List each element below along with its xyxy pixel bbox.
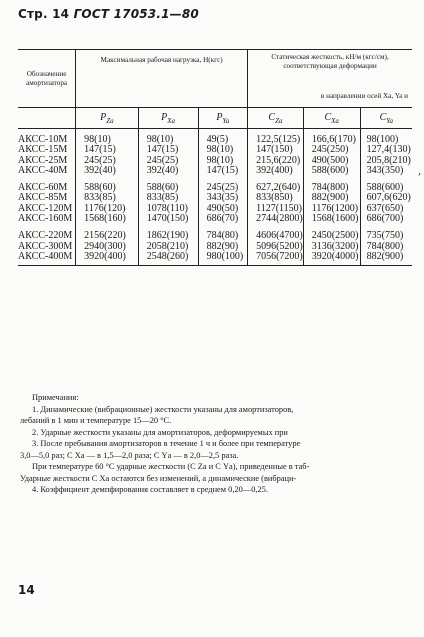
table-value: 392(40): [146, 164, 179, 176]
table-value: 343(350): [366, 164, 404, 176]
table-cell-cz: [248, 176, 304, 224]
symbol-py: $P_{Ya}$: [198, 108, 248, 129]
table-cell-py: [198, 224, 248, 265]
table-value: 833(85): [84, 192, 116, 204]
table-cell-py: [198, 176, 248, 224]
table-value: 127,4(130): [366, 144, 411, 156]
shock-absorber-name: АКСС-60М: [18, 182, 68, 194]
note-2: 2. Ударные жесткости указаны для амортизаторов, деформируемых при: [32, 427, 288, 437]
table-value: 98(10): [84, 134, 111, 145]
table-value: 882(900): [311, 192, 349, 204]
table-value: 245(25): [84, 154, 116, 166]
table-group-row: [18, 129, 412, 177]
table-value: 637(650): [366, 202, 404, 214]
table-value: 147(15): [206, 164, 239, 176]
table-value: 2450(2500): [311, 230, 359, 242]
header-standard: ГОСТ 17053.1—80: [73, 7, 199, 21]
table-group-row: [18, 224, 412, 265]
table-value: 588(600): [366, 182, 404, 194]
table-value: 147(150): [256, 144, 293, 156]
shock-absorber-name: АКСС-220М: [18, 230, 73, 242]
table-value: 882(900): [366, 250, 404, 262]
table-value: 98(10): [206, 154, 234, 166]
shock-absorber-name: АКСС-40М: [18, 164, 68, 176]
table-cell-cy: [360, 129, 412, 177]
table-value: 7056(7200): [256, 250, 303, 262]
note-1b: лебаний в 1 мин и температуре 15—20 °С.: [20, 416, 172, 425]
shock-absorber-name: АКСС-120М: [18, 202, 73, 214]
table-cell-py: [198, 129, 248, 177]
table-cell-px: [138, 224, 198, 265]
table-value: 98(10): [206, 144, 234, 156]
symbol-pz: $P_{Za}$: [76, 108, 139, 129]
symbol-cy: $C_{Ya}$: [360, 108, 412, 129]
table-value: 490(50): [206, 202, 239, 214]
table-value: 686(700): [366, 213, 404, 225]
table-cell-names: [18, 224, 76, 265]
table-cell-cy: [360, 224, 412, 265]
table-value: 588(60): [146, 182, 179, 194]
table-value: 98(100): [366, 134, 399, 145]
table-value: 215,6(220): [256, 154, 301, 166]
table-value: 627,2(640): [256, 182, 301, 194]
table-value: 2744(2800): [256, 213, 303, 225]
table-group-row: [18, 176, 412, 224]
table-value: 147(15): [146, 144, 179, 156]
header-page-label: Стр. 14: [18, 7, 70, 21]
stiffness-table: [18, 49, 412, 266]
shock-absorber-name: АКСС-10М: [18, 134, 68, 145]
table-value: 122,5(125): [256, 134, 301, 145]
symbol-cx: $C_{Xa}$: [303, 108, 360, 129]
table-value: 2156(220): [84, 230, 126, 242]
table-value: 588(60): [84, 182, 116, 194]
margin-mark: ,: [418, 166, 422, 177]
table-value: 245(250): [311, 144, 349, 156]
table-value: 245(25): [206, 182, 239, 194]
table-value: 1176(1200): [311, 202, 359, 214]
table-cell-cy: [360, 176, 412, 224]
table-value: 833(850): [256, 192, 293, 204]
table-value: 588(600): [311, 164, 349, 176]
table-cell-cx: [303, 129, 360, 177]
table-cell-px: [138, 129, 198, 177]
shock-absorber-name: АКСС-160М: [18, 213, 73, 225]
note-3c: При температуре 60 °С ударные жесткости (С Zа и С Yа), приведенные в таб-: [32, 462, 310, 471]
table-value: 1127(1150): [256, 202, 303, 214]
table-value: 784(80): [206, 230, 239, 242]
symbol-cz: $C_{Za}$: [248, 108, 304, 129]
col-load-header: Максимальная рабочая нагрузка, Н(кгс): [76, 50, 248, 102]
shock-absorber-name: АКСС-300М: [18, 240, 73, 252]
notes-section: [20, 392, 414, 496]
table-value: 1470(150): [146, 213, 189, 225]
col-stiffness-header: Статическая жесткость, кН/м (кгс/см), соответствующая деформации: [248, 50, 412, 92]
table-value: 3920(400): [84, 250, 126, 262]
shock-absorber-name: АКСС-400М: [18, 250, 73, 262]
shock-absorber-name: АКСС-15М: [18, 144, 68, 156]
table-body: [18, 129, 412, 266]
table-value: 1568(160): [84, 213, 126, 225]
table-value: 166,6(170): [311, 134, 356, 145]
table-value: 343(35): [206, 192, 239, 204]
table-value: 1176(120): [84, 202, 126, 214]
note-1a: 1. Динамические (вибрационные) жесткости указаны для амортизаторов,: [32, 404, 294, 414]
table-value: 686(70): [206, 213, 239, 225]
table-value: 1078(110): [146, 202, 188, 214]
table-cell-cx: [303, 176, 360, 224]
table-cell-pz: [76, 129, 139, 177]
table-value: 4606(4700): [256, 230, 303, 242]
table-value: 205,8(210): [366, 154, 411, 166]
table-value: 882(90): [206, 240, 239, 252]
table-cell-pz: [76, 176, 139, 224]
table-cell-names: [18, 129, 76, 177]
table-cell-cx: [303, 224, 360, 265]
table-cell-pz: [76, 224, 139, 265]
page-number: 14: [18, 583, 35, 597]
table-value: 980(100): [206, 250, 244, 262]
table-value: 49(5): [206, 134, 229, 145]
table-value: 1862(190): [146, 230, 189, 242]
symbol-px: $P_{Xa}$: [138, 108, 198, 129]
page-header: [18, 7, 199, 21]
table-value: 5096(5200): [256, 240, 303, 252]
shock-absorber-name: АКСС-85М: [18, 192, 68, 204]
note-3d: Ударные жесткости С Xа остаются без изменений, а динамические (вибраци-: [20, 473, 297, 483]
table-value: 735(750): [366, 230, 404, 242]
shock-absorber-name: АКСС-25М: [18, 154, 68, 166]
table-cell-cz: [248, 129, 304, 177]
table-value: 1568(1600): [311, 213, 359, 225]
table-cell-px: [138, 176, 198, 224]
table-value: 784(800): [366, 240, 404, 252]
table-value: 392(400): [256, 164, 293, 176]
table-value: 3920(4000): [311, 250, 359, 262]
table-value: 490(500): [311, 154, 349, 166]
table-value: 833(85): [146, 192, 179, 204]
table-value: 2940(300): [84, 240, 126, 252]
table-cell-names: [18, 176, 76, 224]
table-value: 245(25): [146, 154, 179, 166]
table-value: 2058(210): [146, 240, 189, 252]
table-value: 392(40): [84, 164, 116, 176]
axes-caption: в направлении осей Xa, Ya и: [248, 91, 412, 101]
table-value: 3136(3200): [311, 240, 359, 252]
table-value: 98(10): [146, 134, 174, 145]
col-designation-header: Обозначение амортизатора: [18, 50, 76, 108]
table-value: 784(800): [311, 182, 349, 194]
note-3a: 3. После пребывания амортизаторов в течение 1 ч и более при температуре: [32, 439, 301, 448]
table-value: 2548(260): [146, 250, 189, 262]
table-value: 607,6(620): [366, 192, 411, 204]
note-4: 4. Коэффициент демпфирования составляет в среднем 0,20—0,25.: [32, 485, 268, 494]
notes-title: Примечания:: [32, 393, 79, 402]
table-cell-cz: [248, 224, 304, 265]
note-3b: 3,0—5,0 раз; С Xа — в 1,5—2,0 раза; С Yа — в 2,0—2,5 раза.: [20, 450, 239, 460]
table-value: 147(15): [84, 144, 116, 156]
